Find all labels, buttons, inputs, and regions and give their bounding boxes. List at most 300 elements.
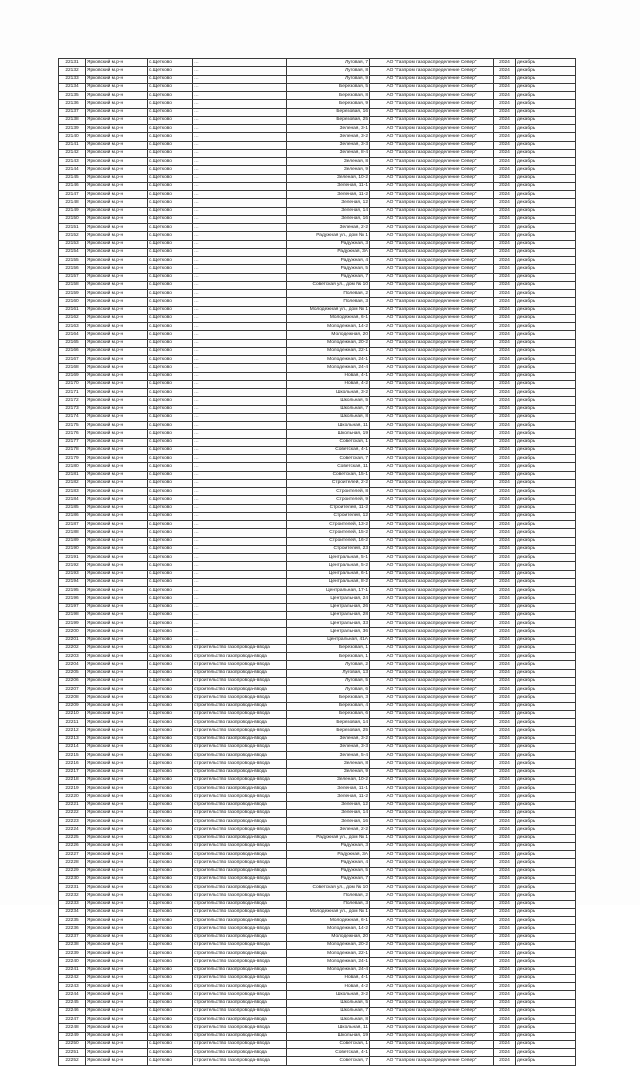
district-cell: Ярковский м.р-н — [86, 743, 148, 751]
organization-cell: АО "Газпром газораспределение Север" — [370, 974, 494, 982]
address-cell: Советская, 4-1 — [287, 446, 370, 454]
month-cell: декабрь — [516, 570, 576, 578]
month-cell: декабрь — [516, 768, 576, 776]
work-type-cell: … — [193, 628, 287, 636]
month-cell: декабрь — [516, 323, 576, 331]
work-type-cell: … — [193, 281, 287, 289]
work-type-cell: … — [193, 611, 287, 619]
work-type-cell: строительство газопровода-ввода — [193, 1049, 287, 1057]
organization-cell: АО "Газпром газораспределение Север" — [370, 248, 494, 256]
table-row — [59, 331, 576, 339]
table-row — [59, 199, 576, 207]
table-row — [59, 413, 576, 421]
settlement-cell: с.Щетково — [148, 257, 193, 265]
organization-cell: АО "Газпром газораспределение Север" — [370, 603, 494, 611]
organization-cell: АО "Газпром газораспределение Север" — [370, 488, 494, 496]
year-cell: 2024 — [494, 661, 516, 669]
row-number: 22235 — [59, 917, 86, 925]
work-type-cell: строительство газопровода-ввода — [193, 892, 287, 900]
district-cell: Ярковский м.р-н — [86, 950, 148, 958]
district-cell: Ярковский м.р-н — [86, 108, 148, 116]
organization-cell: АО "Газпром газораспределение Север" — [370, 166, 494, 174]
work-type-cell: … — [193, 158, 287, 166]
year-cell: 2024 — [494, 455, 516, 463]
district-cell: Ярковский м.р-н — [86, 356, 148, 364]
organization-cell: АО "Газпром газораспределение Север" — [370, 636, 494, 644]
year-cell: 2024 — [494, 281, 516, 289]
settlement-cell: с.Щетково — [148, 719, 193, 727]
table-row — [59, 265, 576, 273]
district-cell: Ярковский м.р-н — [86, 232, 148, 240]
month-cell: декабрь — [516, 826, 576, 834]
address-cell: Зеленая, 11-2 — [287, 793, 370, 801]
organization-cell: АО "Газпром газораспределение Север" — [370, 100, 494, 108]
row-number: 22176 — [59, 430, 86, 438]
district-cell: Ярковский м.р-н — [86, 537, 148, 545]
table-row — [59, 240, 576, 248]
district-cell: Ярковский м.р-н — [86, 842, 148, 850]
district-cell: Ярковский м.р-н — [86, 941, 148, 949]
month-cell: декабрь — [516, 686, 576, 694]
table-row — [59, 752, 576, 760]
settlement-cell: с.Щетково — [148, 265, 193, 273]
work-type-cell: … — [193, 603, 287, 611]
address-cell: Строителей, 16-2 — [287, 537, 370, 545]
settlement-cell: с.Щетково — [148, 826, 193, 834]
month-cell: декабрь — [516, 818, 576, 826]
table-row — [59, 174, 576, 182]
organization-cell: АО "Газпром газораспределение Север" — [370, 380, 494, 388]
work-type-cell: … — [193, 59, 287, 67]
address-cell: Школьная, 7 — [287, 405, 370, 413]
row-number: 22150 — [59, 215, 86, 223]
district-cell: Ярковский м.р-н — [86, 158, 148, 166]
row-number: 22240 — [59, 958, 86, 966]
table-row — [59, 735, 576, 743]
month-cell: декабрь — [516, 694, 576, 702]
settlement-cell: с.Щетково — [148, 669, 193, 677]
table-row — [59, 1007, 576, 1015]
row-number: 22210 — [59, 710, 86, 718]
table-row — [59, 554, 576, 562]
address-cell: Радужная, 3 — [287, 842, 370, 850]
table-row — [59, 281, 576, 289]
month-cell: декабрь — [516, 851, 576, 859]
year-cell: 2024 — [494, 941, 516, 949]
month-cell: декабрь — [516, 719, 576, 727]
year-cell: 2024 — [494, 224, 516, 232]
address-cell: Березовая, 6 — [287, 710, 370, 718]
row-number: 22246 — [59, 1007, 86, 1015]
year-cell: 2024 — [494, 818, 516, 826]
row-number: 22156 — [59, 265, 86, 273]
address-cell: Зеленая, 12 — [287, 801, 370, 809]
month-cell: декабрь — [516, 125, 576, 133]
district-cell: Ярковский м.р-н — [86, 1057, 148, 1065]
district-cell: Ярковский м.р-н — [86, 570, 148, 578]
settlement-cell: с.Щетково — [148, 290, 193, 298]
year-cell: 2024 — [494, 364, 516, 372]
year-cell: 2024 — [494, 834, 516, 842]
settlement-cell: с.Щетково — [148, 364, 193, 372]
settlement-cell: с.Щетково — [148, 950, 193, 958]
address-cell: Школьная, 19 — [287, 430, 370, 438]
address-cell: Зеленая, 3-2 — [287, 133, 370, 141]
settlement-cell: с.Щетково — [148, 537, 193, 545]
work-type-cell: … — [193, 463, 287, 471]
work-type-cell: строительство газопровода-ввода — [193, 991, 287, 999]
address-cell: Зеленая, 16 — [287, 215, 370, 223]
month-cell: декабрь — [516, 339, 576, 347]
organization-cell: АО "Газпром газораспределение Север" — [370, 504, 494, 512]
settlement-cell: с.Щетково — [148, 479, 193, 487]
row-number: 22135 — [59, 92, 86, 100]
address-cell: Березовая, 9 — [287, 100, 370, 108]
settlement-cell: с.Щетково — [148, 174, 193, 182]
month-cell: декабрь — [516, 974, 576, 982]
month-cell: декабрь — [516, 884, 576, 892]
year-cell: 2024 — [494, 422, 516, 430]
organization-cell: АО "Газпром газораспределение Север" — [370, 422, 494, 430]
work-type-cell: … — [193, 389, 287, 397]
address-cell: Строителей, 12 — [287, 512, 370, 520]
work-type-cell: … — [193, 306, 287, 314]
table-row — [59, 166, 576, 174]
month-cell: декабрь — [516, 1057, 576, 1065]
work-type-cell: … — [193, 232, 287, 240]
settlement-cell: с.Щетково — [148, 587, 193, 595]
organization-cell: АО "Газпром газораспределение Север" — [370, 578, 494, 586]
work-type-cell: … — [193, 207, 287, 215]
row-number: 22228 — [59, 859, 86, 867]
row-number: 22200 — [59, 628, 86, 636]
work-type-cell: строительство газопровода-ввода — [193, 809, 287, 817]
district-cell: Ярковский м.р-н — [86, 644, 148, 652]
organization-cell: АО "Газпром газораспределение Север" — [370, 743, 494, 751]
year-cell: 2024 — [494, 809, 516, 817]
settlement-cell: с.Щетково — [148, 653, 193, 661]
organization-cell: АО "Газпром газораспределение Север" — [370, 570, 494, 578]
settlement-cell: с.Щетково — [148, 727, 193, 735]
district-cell: Ярковский м.р-н — [86, 364, 148, 372]
address-cell: Зеленая, 16 — [287, 818, 370, 826]
row-number: 22221 — [59, 801, 86, 809]
address-cell: Полевая, 2 — [287, 892, 370, 900]
address-cell: Школьная, 5 — [287, 397, 370, 405]
district-cell: Ярковский м.р-н — [86, 529, 148, 537]
year-cell: 2024 — [494, 232, 516, 240]
table-row — [59, 488, 576, 496]
settlement-cell: с.Щетково — [148, 273, 193, 281]
settlement-cell: с.Щетково — [148, 644, 193, 652]
address-cell: Березовая, 25 — [287, 116, 370, 124]
settlement-cell: с.Щетково — [148, 702, 193, 710]
row-number: 22170 — [59, 380, 86, 388]
settlement-cell: с.Щетково — [148, 207, 193, 215]
address-cell: Зеленая, 8 — [287, 760, 370, 768]
month-cell: декабрь — [516, 892, 576, 900]
table-row — [59, 339, 576, 347]
row-number: 22189 — [59, 537, 86, 545]
year-cell: 2024 — [494, 999, 516, 1007]
district-cell: Ярковский м.р-н — [86, 215, 148, 223]
table-row — [59, 900, 576, 908]
district-cell: Ярковский м.р-н — [86, 446, 148, 454]
address-cell: Полевая, 3 — [287, 298, 370, 306]
work-type-cell: … — [193, 446, 287, 454]
year-cell: 2024 — [494, 735, 516, 743]
year-cell: 2024 — [494, 686, 516, 694]
organization-cell: АО "Газпром газораспределение Север" — [370, 389, 494, 397]
address-cell: Молодежная, 24-4 — [287, 364, 370, 372]
month-cell: декабрь — [516, 620, 576, 628]
month-cell: декабрь — [516, 405, 576, 413]
month-cell: декабрь — [516, 182, 576, 190]
table-row — [59, 405, 576, 413]
address-cell: Зеленая, 12 — [287, 199, 370, 207]
table-row — [59, 710, 576, 718]
address-cell: Радужная ул., дом № 1 — [287, 834, 370, 842]
work-type-cell: … — [193, 67, 287, 75]
table-row — [59, 587, 576, 595]
year-cell: 2024 — [494, 562, 516, 570]
month-cell: декабрь — [516, 265, 576, 273]
row-number: 22143 — [59, 158, 86, 166]
row-number: 22163 — [59, 323, 86, 331]
district-cell: Ярковский м.р-н — [86, 1049, 148, 1057]
table-row — [59, 719, 576, 727]
month-cell: декабрь — [516, 413, 576, 421]
row-number: 22230 — [59, 875, 86, 883]
table-row — [59, 83, 576, 91]
work-type-cell: … — [193, 562, 287, 570]
year-cell: 2024 — [494, 669, 516, 677]
address-cell: Молодежная, 20-2 — [287, 941, 370, 949]
month-cell: декабрь — [516, 545, 576, 553]
table-row — [59, 1024, 576, 1032]
district-cell: Ярковский м.р-н — [86, 776, 148, 784]
settlement-cell: с.Щетково — [148, 925, 193, 933]
settlement-cell: с.Щетково — [148, 108, 193, 116]
address-cell: Молодежная ул., дом № 1 — [287, 306, 370, 314]
settlement-cell: с.Щетково — [148, 323, 193, 331]
settlement-cell: с.Щетково — [148, 455, 193, 463]
address-cell: Березовая, 4 — [287, 702, 370, 710]
row-number: 22157 — [59, 273, 86, 281]
address-cell: Новая, 4-1 — [287, 974, 370, 982]
work-type-cell: строительство газопровода-ввода — [193, 966, 287, 974]
district-cell: Ярковский м.р-н — [86, 636, 148, 644]
work-type-cell: … — [193, 174, 287, 182]
district-cell: Ярковский м.р-н — [86, 611, 148, 619]
table-row — [59, 686, 576, 694]
organization-cell: АО "Газпром газораспределение Север" — [370, 991, 494, 999]
address-cell: Молодежная, 24-1 — [287, 356, 370, 364]
month-cell: декабрь — [516, 842, 576, 850]
year-cell: 2024 — [494, 842, 516, 850]
table-row — [59, 818, 576, 826]
row-number: 22137 — [59, 108, 86, 116]
district-cell: Ярковский м.р-н — [86, 314, 148, 322]
work-type-cell: … — [193, 347, 287, 355]
row-number: 22184 — [59, 496, 86, 504]
row-number: 22138 — [59, 116, 86, 124]
settlement-cell: с.Щетково — [148, 620, 193, 628]
settlement-cell: с.Щетково — [148, 570, 193, 578]
year-cell: 2024 — [494, 496, 516, 504]
district-cell: Ярковский м.р-н — [86, 174, 148, 182]
year-cell: 2024 — [494, 430, 516, 438]
organization-cell: АО "Газпром газораспределение Север" — [370, 983, 494, 991]
row-number: 22149 — [59, 207, 86, 215]
row-number: 22193 — [59, 570, 86, 578]
month-cell: декабрь — [516, 801, 576, 809]
table-row — [59, 397, 576, 405]
organization-cell: АО "Газпром газораспределение Север" — [370, 1016, 494, 1024]
month-cell: декабрь — [516, 273, 576, 281]
table-row — [59, 917, 576, 925]
organization-cell: АО "Газпром газораспределение Север" — [370, 958, 494, 966]
settlement-cell: с.Щетково — [148, 75, 193, 83]
organization-cell: АО "Газпром газораспределение Север" — [370, 851, 494, 859]
row-number: 22203 — [59, 653, 86, 661]
month-cell: декабрь — [516, 100, 576, 108]
table-row — [59, 298, 576, 306]
settlement-cell: с.Щетково — [148, 694, 193, 702]
row-number: 22139 — [59, 125, 86, 133]
work-type-cell: строительство газопровода-ввода — [193, 875, 287, 883]
table-row — [59, 578, 576, 586]
row-number: 22165 — [59, 339, 86, 347]
row-number: 22251 — [59, 1049, 86, 1057]
month-cell: декабрь — [516, 83, 576, 91]
work-type-cell: строительство газопровода-ввода — [193, 941, 287, 949]
table-row — [59, 1016, 576, 1024]
row-number: 22154 — [59, 248, 86, 256]
year-cell: 2024 — [494, 273, 516, 281]
work-type-cell: … — [193, 512, 287, 520]
year-cell: 2024 — [494, 867, 516, 875]
address-cell: Советская, 1 — [287, 438, 370, 446]
settlement-cell: с.Щетково — [148, 735, 193, 743]
month-cell: декабрь — [516, 999, 576, 1007]
district-cell: Ярковский м.р-н — [86, 240, 148, 248]
settlement-cell: с.Щетково — [148, 405, 193, 413]
row-number: 22234 — [59, 908, 86, 916]
work-type-cell: … — [193, 479, 287, 487]
settlement-cell: с.Щетково — [148, 298, 193, 306]
address-cell: Центральная, 26 — [287, 603, 370, 611]
row-number: 22249 — [59, 1032, 86, 1040]
address-cell: Центральная, 36 — [287, 628, 370, 636]
district-cell: Ярковский м.р-н — [86, 999, 148, 1007]
year-cell: 2024 — [494, 628, 516, 636]
organization-cell: АО "Газпром газораспределение Север" — [370, 240, 494, 248]
row-number: 22248 — [59, 1024, 86, 1032]
address-cell: Строителей, 11-2 — [287, 504, 370, 512]
table-row — [59, 182, 576, 190]
district-cell: Ярковский м.р-н — [86, 991, 148, 999]
address-cell: Зеленая, 8-4 — [287, 149, 370, 157]
month-cell: декабрь — [516, 92, 576, 100]
settlement-cell: с.Щетково — [148, 92, 193, 100]
settlement-cell: с.Щетково — [148, 149, 193, 157]
table-row — [59, 116, 576, 124]
month-cell: декабрь — [516, 677, 576, 685]
month-cell: декабрь — [516, 562, 576, 570]
district-cell: Ярковский м.р-н — [86, 785, 148, 793]
work-type-cell: строительство газопровода-ввода — [193, 983, 287, 991]
month-cell: декабрь — [516, 191, 576, 199]
settlement-cell: с.Щетково — [148, 133, 193, 141]
table-row — [59, 884, 576, 892]
year-cell: 2024 — [494, 554, 516, 562]
row-number: 22133 — [59, 75, 86, 83]
year-cell: 2024 — [494, 587, 516, 595]
district-cell: Ярковский м.р-н — [86, 653, 148, 661]
address-cell: Строителей, 23 — [287, 545, 370, 553]
table-row — [59, 859, 576, 867]
settlement-cell: с.Щетково — [148, 818, 193, 826]
year-cell: 2024 — [494, 603, 516, 611]
address-cell: Радужная, 5 — [287, 867, 370, 875]
month-cell: декабрь — [516, 776, 576, 784]
settlement-cell: с.Щетково — [148, 1057, 193, 1065]
address-cell: Зеленая, 3-3 — [287, 743, 370, 751]
address-cell: Советская, 7 — [287, 1057, 370, 1065]
address-cell: Советская, 15-1 — [287, 471, 370, 479]
address-cell: Молодежная, 14-2 — [287, 323, 370, 331]
address-cell: Радужная ул., дом № 1 — [287, 232, 370, 240]
settlement-cell: с.Щетково — [148, 438, 193, 446]
address-cell: Радужная, 3А — [287, 851, 370, 859]
address-cell: Зеленая, 11-1 — [287, 785, 370, 793]
work-type-cell: строительство газопровода-ввода — [193, 950, 287, 958]
organization-cell: АО "Газпром газораспределение Север" — [370, 92, 494, 100]
table-row — [59, 620, 576, 628]
table-row — [59, 793, 576, 801]
district-cell: Ярковский м.р-н — [86, 463, 148, 471]
address-cell: Школьная, 8 — [287, 413, 370, 421]
settlement-cell: с.Щетково — [148, 578, 193, 586]
district-cell: Ярковский м.р-н — [86, 488, 148, 496]
table-row — [59, 636, 576, 644]
year-cell: 2024 — [494, 595, 516, 603]
address-cell: Советская, 4-1 — [287, 1049, 370, 1057]
settlement-cell: с.Щетково — [148, 356, 193, 364]
row-number: 22197 — [59, 603, 86, 611]
table-row — [59, 908, 576, 916]
address-cell: Березовая, 16 — [287, 108, 370, 116]
settlement-cell: с.Щетково — [148, 248, 193, 256]
settlement-cell: с.Щетково — [148, 974, 193, 982]
row-number: 22199 — [59, 620, 86, 628]
district-cell: Ярковский м.р-н — [86, 694, 148, 702]
address-cell: Зеленая, 8 — [287, 158, 370, 166]
month-cell: декабрь — [516, 314, 576, 322]
year-cell: 2024 — [494, 108, 516, 116]
district-cell: Ярковский м.р-н — [86, 562, 148, 570]
organization-cell: АО "Газпром газораспределение Север" — [370, 75, 494, 83]
organization-cell: АО "Газпром газораспределение Север" — [370, 314, 494, 322]
address-cell: Зеленая, 5-4 — [287, 752, 370, 760]
row-number: 22195 — [59, 587, 86, 595]
organization-cell: АО "Газпром газораспределение Север" — [370, 628, 494, 636]
year-cell: 2024 — [494, 760, 516, 768]
month-cell: декабрь — [516, 867, 576, 875]
address-cell: Березовая, 14 — [287, 719, 370, 727]
year-cell: 2024 — [494, 644, 516, 652]
